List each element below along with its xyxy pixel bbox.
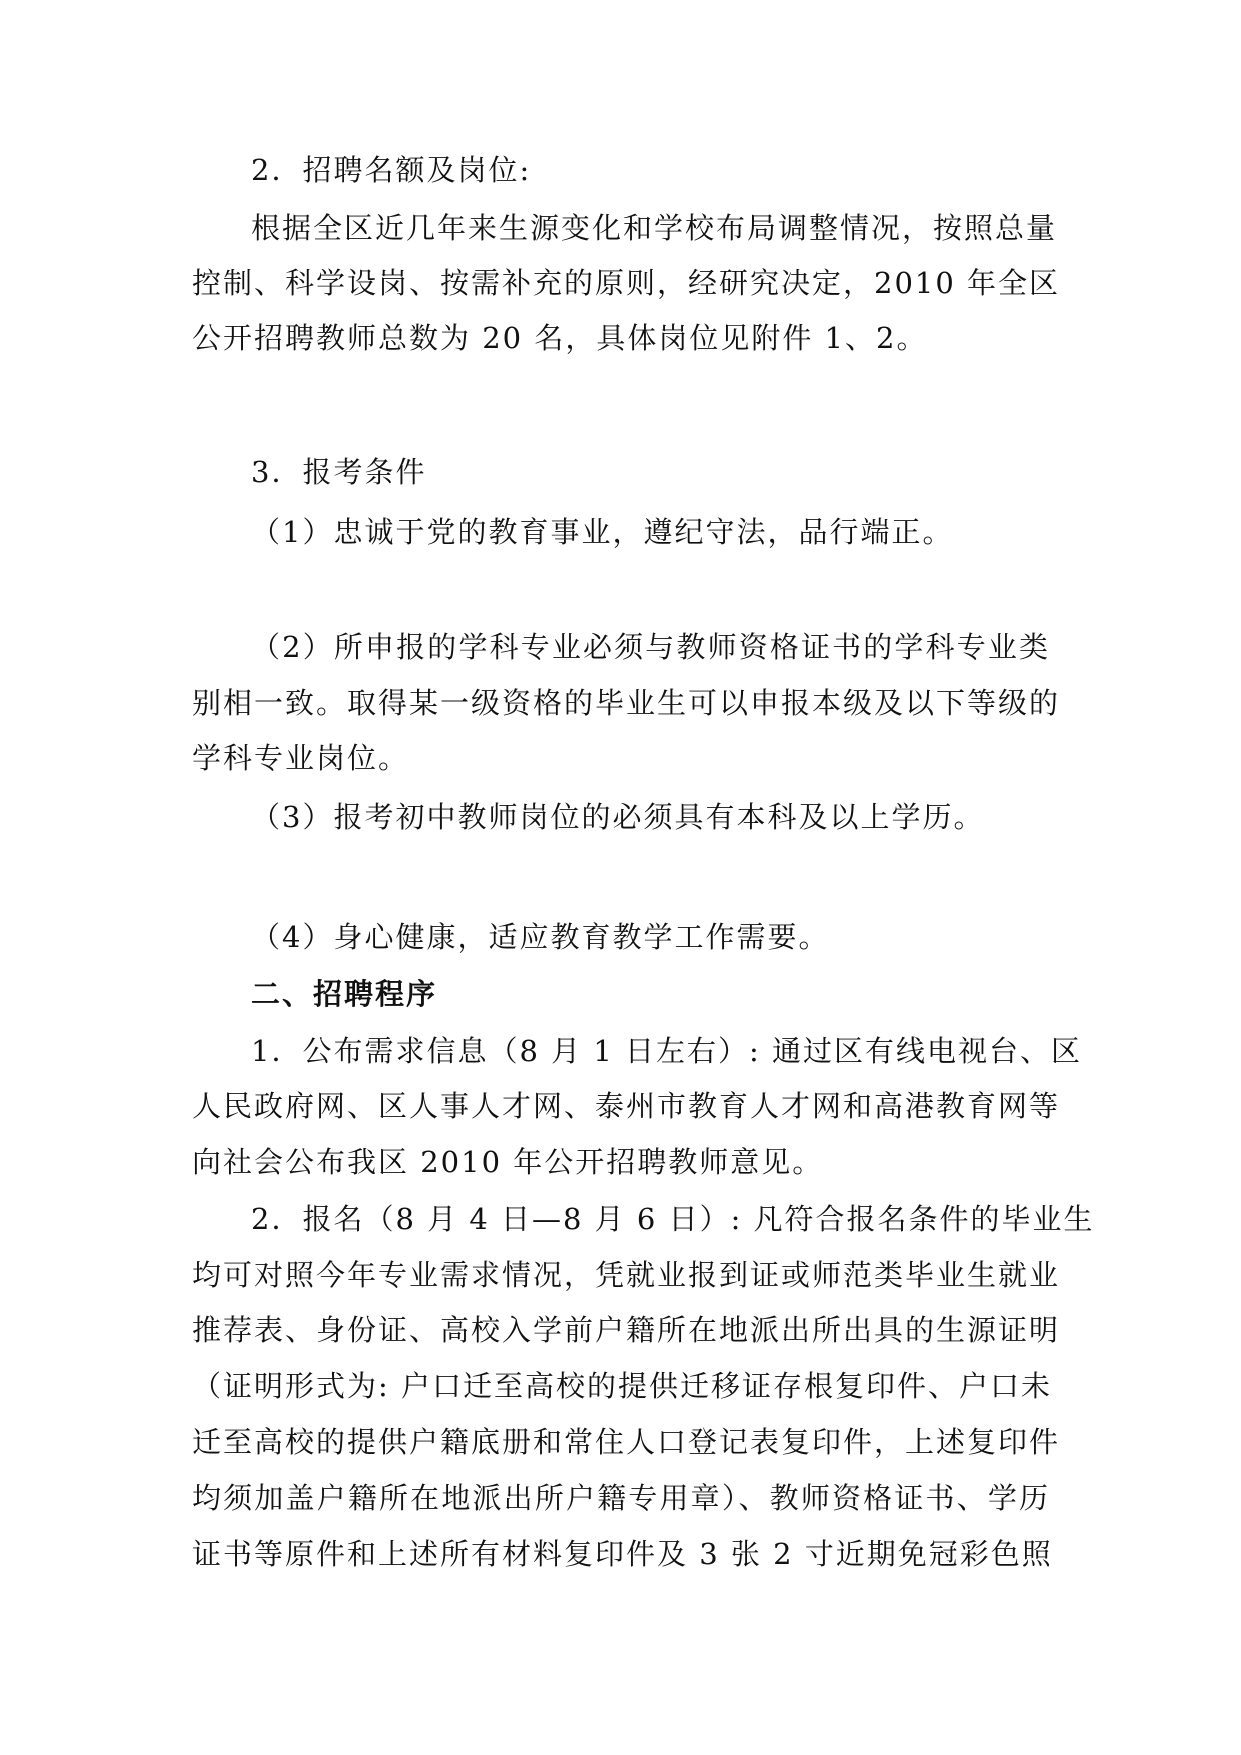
paragraph-line: 根据全区近几年来生源变化和学校布局调整情况，按照总量 (251, 211, 1058, 245)
paragraph-line: 推荐表、身份证、高校入学前户籍所在地派出所出具的生源证明 (192, 1313, 1061, 1347)
paragraph-line: 迁至高校的提供户籍底册和常住人口登记表复印件，上述复印件 (192, 1425, 1061, 1459)
paragraph-line: 别相一致。取得某一级资格的毕业生可以申报本级及以下等级的 (192, 686, 1061, 720)
paragraph-line: 向社会公布我区 2010 年公开招聘教师意见。 (192, 1145, 824, 1179)
condition-3: （3）报考初中教师岗位的必须具有本科及以上学历。 (251, 800, 985, 834)
step-1: 1．公布需求信息（8 月 1 日左右）: 通过区有线电视台、区 (251, 1034, 1082, 1068)
item-3-heading: 3．报考条件 (251, 455, 427, 489)
paragraph-line: 证书等原件和上述所有材料复印件及 3 张 2 寸近期免冠彩色照 (192, 1537, 1053, 1571)
condition-4: （4）身心健康，适应教育教学工作需要。 (251, 920, 830, 954)
condition-2: （2）所申报的学科专业必须与教师资格证书的学科专业类 (251, 630, 1050, 664)
paragraph-line: 人民政府网、区人事人才网、泰州市教育人才网和高港教育网等 (192, 1089, 1061, 1123)
section-heading-recruitment-procedure: 二、招聘程序 (251, 977, 438, 1011)
paragraph-line: 学科专业岗位。 (192, 741, 410, 775)
paragraph-line: 公开招聘教师总数为 20 名，具体岗位见附件 1、2。 (192, 321, 928, 355)
item-2-heading: 2．招聘名额及岗位: (251, 153, 532, 187)
paragraph-line: 均可对照今年专业需求情况，凭就业报到证或师范类毕业生就业 (192, 1258, 1061, 1292)
condition-1: （1）忠诚于党的教育事业，遵纪守法，品行端正。 (251, 515, 954, 549)
step-2: 2．报名（8 月 4 日—8 月 6 日）: 凡符合报名条件的毕业生 (251, 1202, 1095, 1236)
paragraph-line: （证明形式为: 户口迁至高校的提供迁移证存根复印件、户口未 (192, 1369, 1052, 1403)
paragraph-line: 控制、科学设岗、按需补充的原则，经研究决定，2010 年全区 (192, 266, 1061, 300)
paragraph-line: 均须加盖户籍所在地派出所户籍专用章）、教师资格证书、学历 (192, 1481, 1050, 1515)
